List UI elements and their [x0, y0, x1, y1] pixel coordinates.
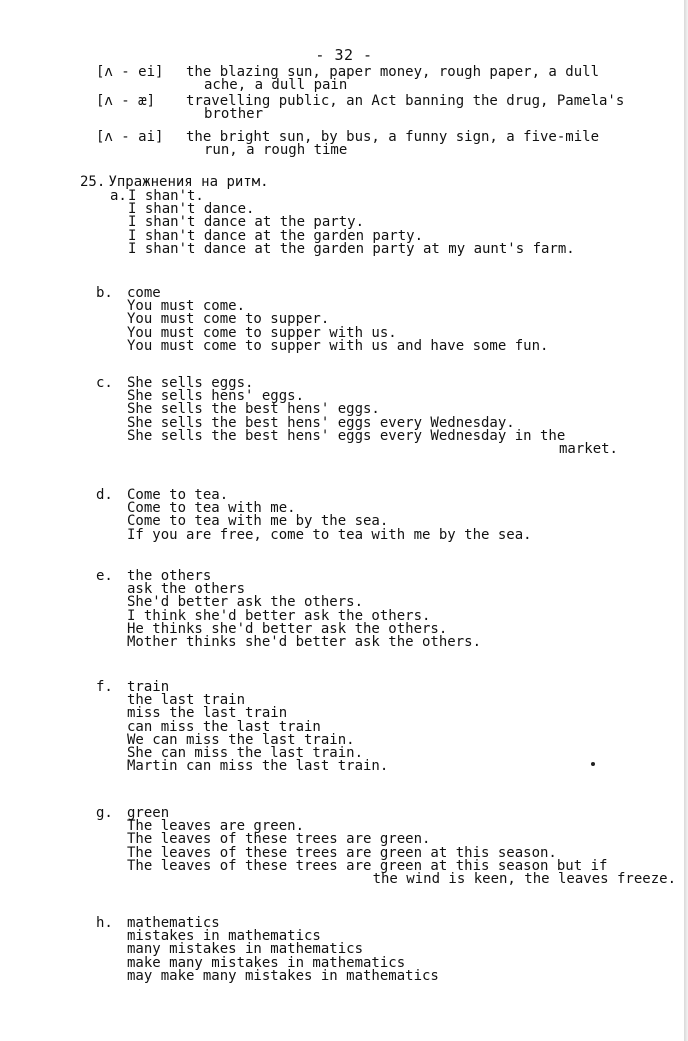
exercise-line: He thinks she'd better ask the others. [127, 620, 448, 637]
exercise-line: Come to tea with me. [127, 500, 296, 517]
exercise-group-e [96, 570, 680, 649]
group-letter: e. [96, 568, 113, 584]
phonetic-entry [96, 95, 682, 121]
exercise-line: may make many mistakes in mathematics [127, 967, 439, 984]
ink-speck [591, 762, 595, 766]
exercise-line: Come to tea. [127, 487, 229, 503]
exercise-line: I shan't dance at the garden party. [128, 227, 424, 244]
phonetic-tag: [ʌ - ai] [96, 129, 164, 145]
group-letter: b. [96, 285, 113, 301]
group-letter: f. [96, 679, 113, 695]
group-letter: h. [96, 915, 113, 931]
exercise-line: train [127, 679, 170, 695]
exercise-line: miss the last train [127, 705, 288, 722]
phonetic-line: the blazing sun, paper money, rough paper, a dull [186, 64, 600, 80]
exercise-line: She sells the best hens' eggs. [127, 401, 380, 418]
phonetic-entry [96, 131, 682, 157]
exercise-line: The leaves are green. [127, 818, 305, 835]
exercise-line: She sells eggs. [127, 375, 254, 391]
exercise-group-b [96, 287, 680, 353]
exercise-line: mathematics [127, 915, 220, 931]
exercise-line: Come to tea with me by the sea. [127, 513, 389, 530]
exercise-line: You must come to supper. [127, 311, 330, 328]
page-number: - 32 - [315, 46, 373, 64]
exercise-line: ask the others [127, 581, 246, 598]
phonetic-line: run, a rough time [204, 142, 348, 158]
phonetic-entry [96, 66, 682, 92]
phonetic-tag: [ʌ - æ] [96, 93, 156, 109]
exercise-line: Mother thinks she'd better ask the others. [127, 634, 482, 651]
phonetic-line: travelling public, an Act banning the drug, Pamela's [186, 93, 625, 109]
exercise-line: I shan't dance at the garden party at my aunt's farm. [128, 240, 575, 257]
group-letter: g. [96, 805, 113, 821]
exercise-title: Упражнения на ритм. [108, 174, 269, 190]
exercise-line: Martin can miss the last train. [127, 758, 389, 775]
exercise-line: The leaves of these trees are green at this season. [127, 844, 557, 861]
exercise-line: If you are free, come to tea with me by the sea. [127, 526, 532, 543]
exercise-line: We can miss the last train. [127, 731, 355, 748]
exercise-line: mistakes in mathematics [127, 928, 321, 945]
exercise-line: the last train [127, 692, 246, 709]
group-letter: c. [96, 375, 113, 391]
exercise-line: come [127, 285, 161, 301]
exercise-line: The leaves of these trees are green at this season but if [127, 857, 608, 874]
page-edge-shadow [684, 0, 688, 1041]
phonetic-line: brother [204, 106, 264, 122]
exercise-line: I shan't. [128, 188, 204, 204]
exercise-group-d [96, 489, 680, 542]
exercise-line: many mistakes in mathematics [127, 941, 364, 958]
phonetic-line: the bright sun, by bus, a funny sign, a five-mile [186, 129, 600, 145]
exercise-line: I shan't dance. [128, 201, 255, 218]
exercise-line: I think she'd better ask the others. [127, 607, 431, 624]
exercise-group-c [96, 377, 680, 456]
exercise-line: market. [558, 441, 618, 458]
exercise-line: She'd better ask the others. [127, 594, 364, 611]
phonetic-line: ache, a dull pain [204, 77, 348, 93]
exercise-line: green [127, 805, 170, 821]
exercise-line: You must come to supper with us and have some fun. [127, 337, 549, 354]
exercise-group-g [96, 807, 680, 886]
group-letter: d. [96, 487, 113, 503]
exercise-number: 25. [80, 174, 106, 190]
exercise-line: She sells the best hens' eggs every Wednesday in the [127, 427, 566, 444]
exercise-group-h [96, 917, 680, 983]
group-letter: a. [110, 188, 127, 204]
exercise-line: I shan't dance at the party. [128, 214, 365, 231]
exercise-line: She can miss the last train. [127, 745, 364, 762]
exercise-line: You must come. [127, 298, 246, 315]
exercise-line: make many mistakes in mathematics [127, 954, 406, 971]
exercise-group-f [96, 681, 680, 773]
phonetic-tag: [ʌ - ei] [96, 64, 164, 80]
exercise-line: She sells hens' eggs. [127, 388, 305, 405]
exercise-line: The leaves of these trees are green. [127, 831, 431, 848]
exercise-line: You must come to supper with us. [127, 324, 397, 341]
exercise-group-a [96, 190, 680, 256]
exercise-line: the wind is keen, the leaves freeze. [372, 871, 676, 888]
exercise-line: She sells the best hens' eggs every Wednesday. [127, 414, 515, 431]
exercise-line: the others [127, 568, 212, 584]
exercise-line: can miss the last train [127, 718, 321, 735]
